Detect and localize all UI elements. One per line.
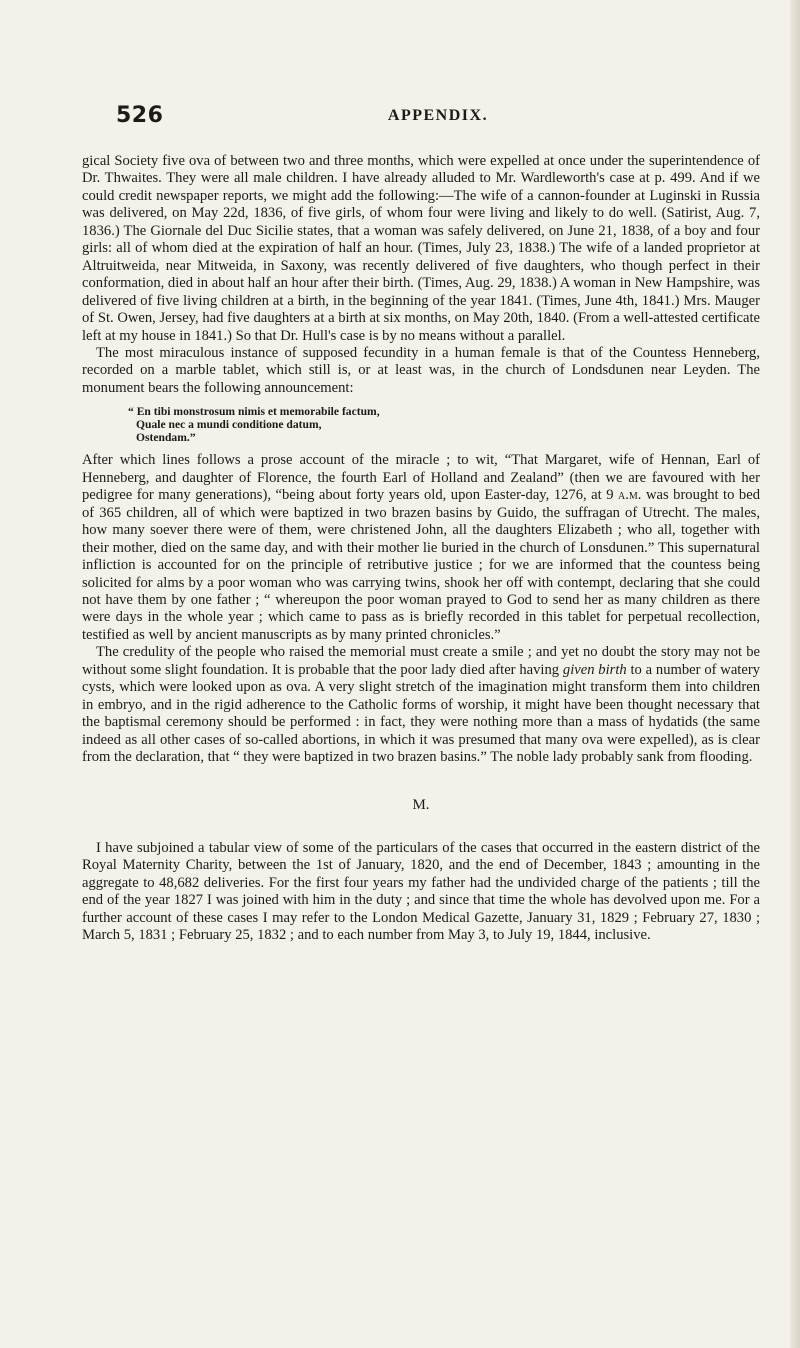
- paragraph-prose-account: [82, 452, 760, 644]
- paragraph-continued: gical Society five ova of between two and three months, which were expelled at once under the superintendence of Dr. Thwaites. They were all male children. I have already alluded to Mr. Wardleworth's case at p. 499. And if we could credit newspaper reports, we might add the following:—The wife of a cannon-founder at Luginski in Russia was delivered, on May 22d, 1836, of five girls, of whom four were living and likely to do well. (Satirist, Aug. 7, 1836.) The Giornale del Duc Sicilie states, that a woman was safely delivered, on June 21, 1838, of a boy and four girls: all of whom died at the expiration of half an hour. (Times, July 23, 1838.) The wife of a landed proprietor at Altruitweida, near Mitweida, in Saxony, was recently delivered of five daughters, who though perfect in their conformation, died in about half an hour after their birth. (Times, Aug. 29, 1838.) A woman in New Hampshire, was delivered of five living children at a birth, in the beginning of the year 1841. (Times, June 4th, 1841.) Mrs. Mauger of St. Owen, Jersey, had five daughters at a birth at six months, on May 20th, 1840. (From a well-attested certificate left at my house in 1841.) So that Dr. Hull's case is by no means without a parallel.: [82, 153, 760, 344]
- page-edge-shadow: [790, 0, 800, 1348]
- credulity-part-2: to a number of watery cysts, which were looked upon as ova. A very slight stretch of the imagination might transform them into children in embryo, and in the rigid adherence to the Catholic forms of worship, it might have been thought necessary that the baptismal ceremony should be performed : in fact, they were nothing more than a mass of hydatids (the same indeed as all other cases of so-called abortions, in which it was presumed that many ova were expelled), as is clear from the declaration, that “ they were baptized in two brazen basins.” The noble lady probably sank from flooding.: [82, 661, 760, 766]
- time-abbreviation: a.m.: [618, 487, 642, 504]
- credulity-part-1: The credulity of the people who raised the memorial must create a smile ; and yet no doubt the story may not be without some slight foundation. It is probable that the poor lady died after having: [82, 644, 760, 678]
- inscription-line-1: “ En tibi monstrosum nimis et memorabile factum,: [128, 405, 380, 419]
- italic-phrase: given birth: [562, 661, 627, 678]
- page-header: [116, 103, 760, 133]
- paragraph-henneberg: The most miraculous instance of supposed fecundity in a human female is that of the Countess Henneberg, recorded on a marble tablet, which still is, or at least was, in the church of Londsdunen near Leyden. The monument bears the following announcement:: [82, 344, 760, 396]
- inscription-line-3: Ostendam.”: [136, 431, 196, 445]
- latin-inscription: [128, 405, 760, 444]
- inscription-line-2: Quale nec a mundi conditione datum,: [136, 418, 322, 432]
- paragraph-credulity: [82, 644, 760, 766]
- paragraph-tabular-view: I have subjoined a tabular view of some of the particulars of the cases that occurred in the eastern district of the Royal Maternity Charity, between the 1st of January, 1820, and the end of December, 1843 ; amounting in the aggregate to 48,682 deliveries. For the first four years my father had the undivided charge of the patients ; till the end of the year 1827 I was joined with him in the duty ; and since that time the whole has devolved upon me. For a further account of these cases I may refer to the London Medical Gazette, January 31, 1829 ; February 27, 1830 ; March 5, 1831 ; February 25, 1832 ; and to each number from May 3, to July 19, 1844, inclusive.: [82, 839, 760, 944]
- prose-account-part-1: After which lines follows a prose account of the miracle ; to wit, “That Margaret, wife of Hennan, Earl of Henneberg, and daughter of Florence, the fourth Earl of Holland and Zealand” (then we are favoured with her pedigree for many generations), “being about forty years old, upon Easter-day, 1276, at 9: [82, 452, 760, 504]
- body-text: [82, 153, 760, 945]
- running-head: APPENDIX.: [387, 107, 489, 124]
- prose-account-part-2: was brought to bed of 365 children, all of which were baptized in two brazen basins by Guido, the suffragan of Utrecht. The males, how many soever there were of them, were christened John, all the daughters Elizabeth ; who all, together with their mother, died on the same day, and with their mother lie buried in the church of Lonsdunen.” This supernatural infliction is accounted for on the principle of retributive justice ; for we are informed that the countess being solicited for alms by a poor woman who was carrying twins, shook her off with contempt, declaring that she could not have them by one father ; “ whereupon the poor woman prayed to God to send her as many children as there were days in the whole year ; which came to pass as is briefly recorded in this tablet for perpetual recollection, testified as well by ancient manuscripts as by many printed chronicles.”: [82, 487, 760, 643]
- section-heading: M.: [412, 796, 430, 813]
- page-number: 526: [116, 103, 164, 128]
